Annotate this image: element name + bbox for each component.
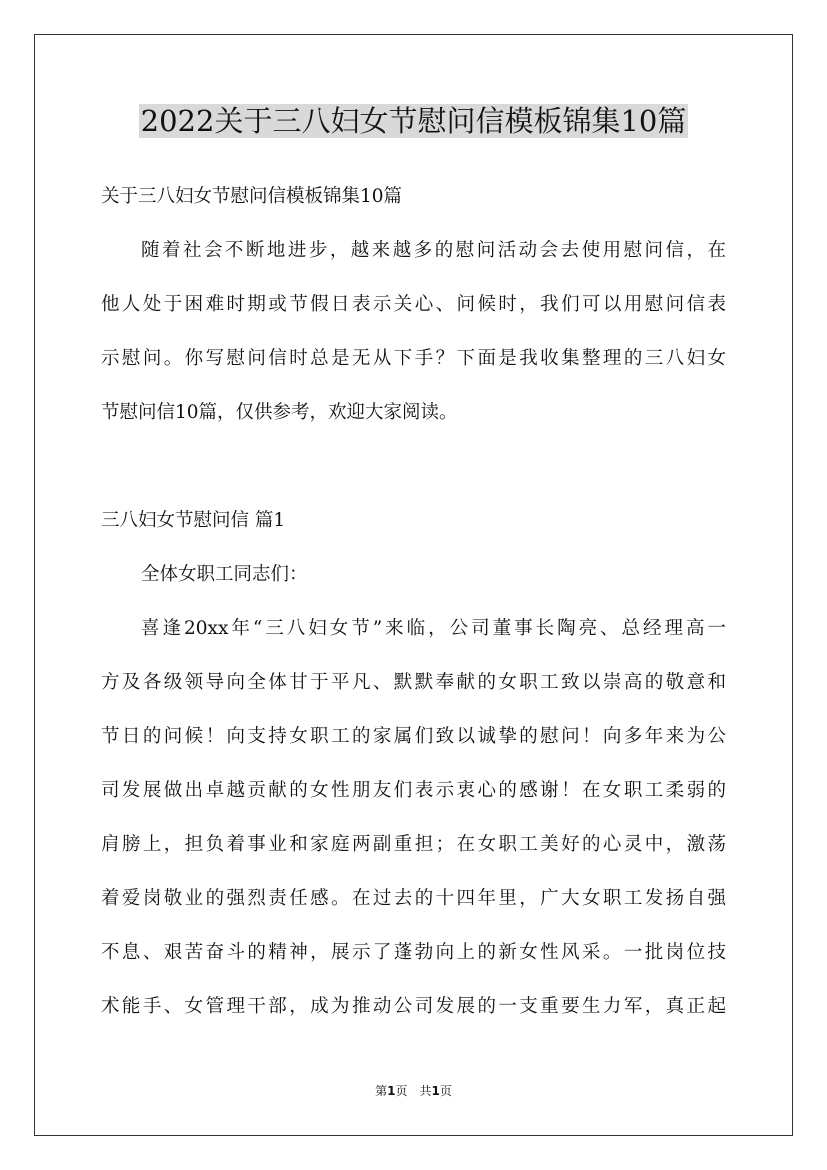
body-line: 方及各级领导向全体甘于平凡、默默奉献的女职工致以崇高的敬意和 <box>101 672 726 693</box>
intro-line: 他人处于困难时期或节假日表示关心、问候时，我们可以用慰问信表 <box>101 294 726 315</box>
footer-suffix: 页 <box>439 1084 452 1098</box>
intro-paragraph <box>101 224 726 440</box>
body-line: 术能手、女管理干部，成为推动公司发展的一支重要生力军，真正起 <box>101 996 726 1017</box>
document-title <box>0 100 827 142</box>
letter-paragraph <box>101 602 726 1034</box>
body-line: 节日的问候！向支持女职工的家属们致以诚挚的慰问！向多年来为公 <box>101 726 726 747</box>
paragraph-gap <box>101 440 726 494</box>
total-page-number: 1 <box>431 1084 440 1098</box>
page-footer <box>0 1083 827 1099</box>
footer-prefix: 第 <box>375 1084 388 1098</box>
body-line: 不息、艰苦奋斗的精神，展示了蓬勃向上的新女性风采。一批岗位技 <box>101 942 726 963</box>
body-line: 肩膀上，担负着事业和家庭两副重担；在女职工美好的心灵中，激荡 <box>101 834 726 855</box>
document-subtitle: 关于三八妇女节慰问信模板锦集10篇 <box>101 186 403 207</box>
body-line: 司发展做出卓越贡献的女性朋友们表示衷心的感谢！在女职工柔弱的 <box>101 780 726 801</box>
intro-line: 随着社会不断地进步，越来越多的慰问活动会去使用慰问信，在 <box>141 240 726 261</box>
document-title-text: 2022关于三八妇女节慰问信模板锦集10篇 <box>140 104 687 138</box>
current-page-number: 1 <box>387 1084 396 1098</box>
body-line: 喜逢20xx年“三八妇女节”来临，公司董事长陶亮、总经理高一 <box>141 618 726 639</box>
salutation: 全体女职工同志们： <box>141 564 308 585</box>
body-line: 着爱岗敬业的强烈责任感。在过去的十四年里，广大女职工发扬自强 <box>101 888 726 909</box>
footer-middle: 页 共 <box>395 1084 432 1098</box>
document-body <box>101 170 726 1034</box>
intro-line: 节慰问信10篇，仅供参考，欢迎大家阅读。 <box>101 402 458 423</box>
section-heading: 三八妇女节慰问信 篇1 <box>101 510 286 531</box>
intro-line: 示慰问。你写慰问信时总是无从下手？下面是我收集整理的三八妇女 <box>101 348 726 369</box>
